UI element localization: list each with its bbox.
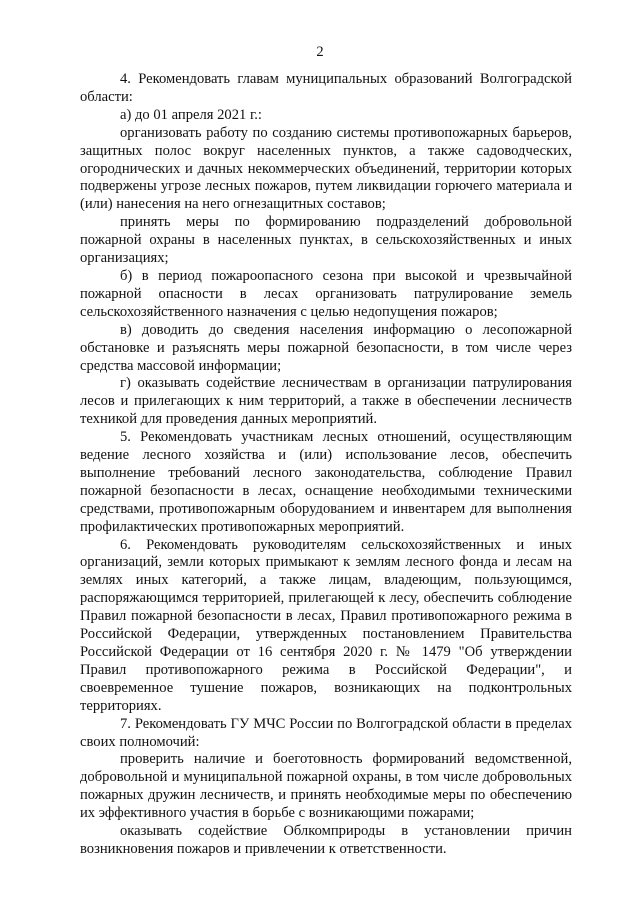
paragraph-item-5: 5. Рекомендовать участникам лесных отношений, осуществляющим ведение лесного хозяйства и (или) использование лесов, обеспечить выполнение требований лесного законодательства, соблюдение Правил пожарной безопасности в лесах, оснащение необходимыми техническими средствами, противопожарным оборудованием и инвентарем для выполнения профилактических противопожарных мероприятий. xyxy=(80,429,572,535)
paragraph-subitem-a: а) до 01 апреля 2021 г.: xyxy=(120,106,262,123)
page-number: 2 xyxy=(316,44,324,60)
paragraph-item-6: 6. Рекомендовать руководителям сельскохозяйственных и иных организаций, земли которых примыкают к землям лесного фонда и лесам на землях иных категорий, а также лицам, владеющим, пользующимся, распоряжающимся территорией, прилегающей к лесу, обеспечить соблюдение Правил пожарной безопасности в лесах, Правил противопожарного режима в Российской Федерации, утвержденных постановлением Правительства Российской Федерации от 16 сентября 2020 г. № 1479 "Об утверждении Правил противопожарного режима в Российской Федерации", и своевременное тушение пожаров, возникающих на подконтрольных территориях. xyxy=(80,536,572,714)
paragraph-readiness-check: проверить наличие и боеготовность формирований ведомственной, добровольной и муниципальной пожарной охраны, в том числе добровольных пожарных дружин лесничеств, и принять необходимые меры по обеспечению их эффективного участия в борьбе с возникающими пожарами; xyxy=(80,751,572,822)
paragraph-assistance: оказывать содействие Облкомприроды в установлении причин возникновения пожаров и привлечении к ответственности. xyxy=(80,823,572,857)
paragraph-item-7: 7. Рекомендовать ГУ МЧС России по Волгоградской области в пределах своих полномочий: xyxy=(80,715,572,750)
paragraph-item-4: 4. Рекомендовать главам муниципальных образований Волгоградской области: xyxy=(80,71,572,105)
paragraph-firebreaks: организовать работу по созданию системы противопожарных барьеров, защитных полос вокруг населенных пунктов, а также садоводческих, огороднических и дачных некоммерческих объединений, территории которых подвержены угрозе лесных пожаров, путем ликвидации горючего материала и (или) нанесения на него огнезащитных составов; xyxy=(80,124,572,213)
paragraph-subitem-g: г) оказывать содействие лесничествам в организации патрулирования лесов и прилегающих к ним территорий, а также в обеспечении лесничеств техникой для проведения данных мероприятий. xyxy=(80,375,572,428)
document-body xyxy=(80,71,572,859)
paragraph-subitem-v: в) доводить до сведения населения информацию о лесопожарной обстановке и разъяснять меры пожарной безопасности, в том числе через средства массовой информации; xyxy=(80,321,572,374)
paragraph-subitem-b: б) в период пожароопасного сезона при высокой и чрезвычайной пожарной опасности в лесах организовать патрулирование земель сельскохозяйственного назначения с целью недопущения пожаров; xyxy=(80,267,572,320)
paragraph-volunteer-units: принять меры по формированию подразделений добровольной пожарной охраны в населенных пунктах, в сельскохозяйственных и иных организациях; xyxy=(80,214,572,267)
